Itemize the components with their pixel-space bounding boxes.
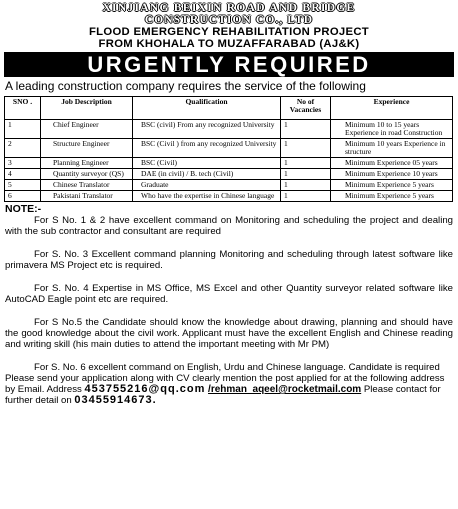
cell-sno: 6	[5, 191, 41, 202]
table-row	[5, 120, 453, 139]
header-job: Job Description	[41, 97, 133, 120]
company-header	[0, 0, 458, 50]
header-vacancies: No of Vacancies	[281, 97, 331, 120]
project-route: FROM KHOHALA TO MUZAFFARABAD (AJ&K)	[98, 38, 360, 50]
email-rocketmail[interactable]: /rehman_aqeel@rocketmail.com	[208, 384, 362, 395]
table-row	[5, 158, 453, 169]
cell-experience: Minimum 10 to 15 years Experience in road Construction	[331, 120, 453, 139]
cell-job: Planning Engineer	[41, 158, 133, 169]
cell-sno: 1	[5, 120, 41, 139]
phone-number: 03455914673.	[74, 394, 157, 406]
cell-qualification: DAE (in civil) / B. tech (Civil)	[133, 169, 281, 180]
note-1: For S No. 1 & 2 have excellent command on Monitoring and scheduling the project and dealing with the sub contractor and consultant are required	[5, 215, 453, 237]
vacancy-table	[4, 96, 453, 202]
cell-job: Quantity surveyor (QS)	[41, 169, 133, 180]
intro-text: A leading construction company requires the service of the following	[5, 79, 366, 93]
table-row	[5, 169, 453, 180]
cell-sno: 3	[5, 158, 41, 169]
cell-vacancies: 1	[281, 169, 331, 180]
note-label: NOTE:-	[5, 203, 42, 215]
cell-qualification: BSC (civil) From any recognized University	[133, 120, 281, 139]
cell-sno: 5	[5, 180, 41, 191]
cell-experience: Minimum Experience 5 years	[331, 191, 453, 202]
cell-vacancies: 1	[281, 158, 331, 169]
closing-text: For S. No. 6 excellent command on English, Urdu and Chinese language. Candidate is required Please send your application along with CV clearly mention the post applied for at the following address by Email. Address	[5, 362, 445, 395]
cell-experience: Minimum Experience 10 years	[331, 169, 453, 180]
cell-vacancies: 1	[281, 120, 331, 139]
note-4: For S No.5 the Candidate should know the knowledge about drawing, planning and should have the good knowledge about the civil work. Applicant must have the excellent English and Chinese reading and writing skill (his main duties to attend the important meeting with Mr PM)	[5, 317, 453, 350]
cell-qualification: Who have the expertise in Chinese language	[133, 191, 281, 202]
cell-qualification: BSC (Civil ) from any recognized University	[133, 139, 281, 158]
cell-experience: Minimum 10 years Experience in structure	[331, 139, 453, 158]
cell-qualification: Graduate	[133, 180, 281, 191]
table-body	[5, 120, 453, 202]
company-name-line2: CONSTRUCTION CO., LTD	[144, 14, 314, 26]
contact-text: Please contact for further detail on	[5, 384, 441, 406]
table-row	[5, 191, 453, 202]
cell-job: Pakistani Translator	[41, 191, 133, 202]
email-qq[interactable]: 453755216@qq.com	[84, 383, 206, 395]
note-2: For S. No. 3 Excellent command planning Monitoring and scheduling through latest software like primavera MS Project etc is required.	[5, 249, 453, 271]
urgently-required-banner: URGENTLY REQUIRED	[4, 52, 454, 77]
table-header-row	[5, 97, 453, 120]
cell-vacancies: 1	[281, 180, 331, 191]
header-sno: SNO .	[5, 97, 41, 120]
project-title: FLOOD EMERGENCY REHABILITATION PROJECT	[88, 26, 370, 38]
note-3: For S. No. 4 Expertise in MS Office, MS Excel and other Quantity surveyor related software like AutoCAD Eagle point etc are required.	[5, 283, 453, 305]
table-row	[5, 139, 453, 158]
cell-job: Structure Engineer	[41, 139, 133, 158]
cell-sno: 2	[5, 139, 41, 158]
table-row	[5, 180, 453, 191]
cell-experience: Minimum Experience 5 years	[331, 180, 453, 191]
closing-paragraph	[5, 362, 453, 406]
header-qualification: Qualification	[133, 97, 281, 120]
cell-vacancies: 1	[281, 139, 331, 158]
cell-experience: Minimum Experience 05 years	[331, 158, 453, 169]
cell-sno: 4	[5, 169, 41, 180]
cell-vacancies: 1	[281, 191, 331, 202]
cell-job: Chief Engineer	[41, 120, 133, 139]
header-experience: Experience	[331, 97, 453, 120]
cell-job: Chinese Translator	[41, 180, 133, 191]
cell-qualification: BSC (Civil)	[133, 158, 281, 169]
company-name-line1: XINJIANG BEIXIN ROAD AND BRIDGE	[102, 2, 356, 14]
